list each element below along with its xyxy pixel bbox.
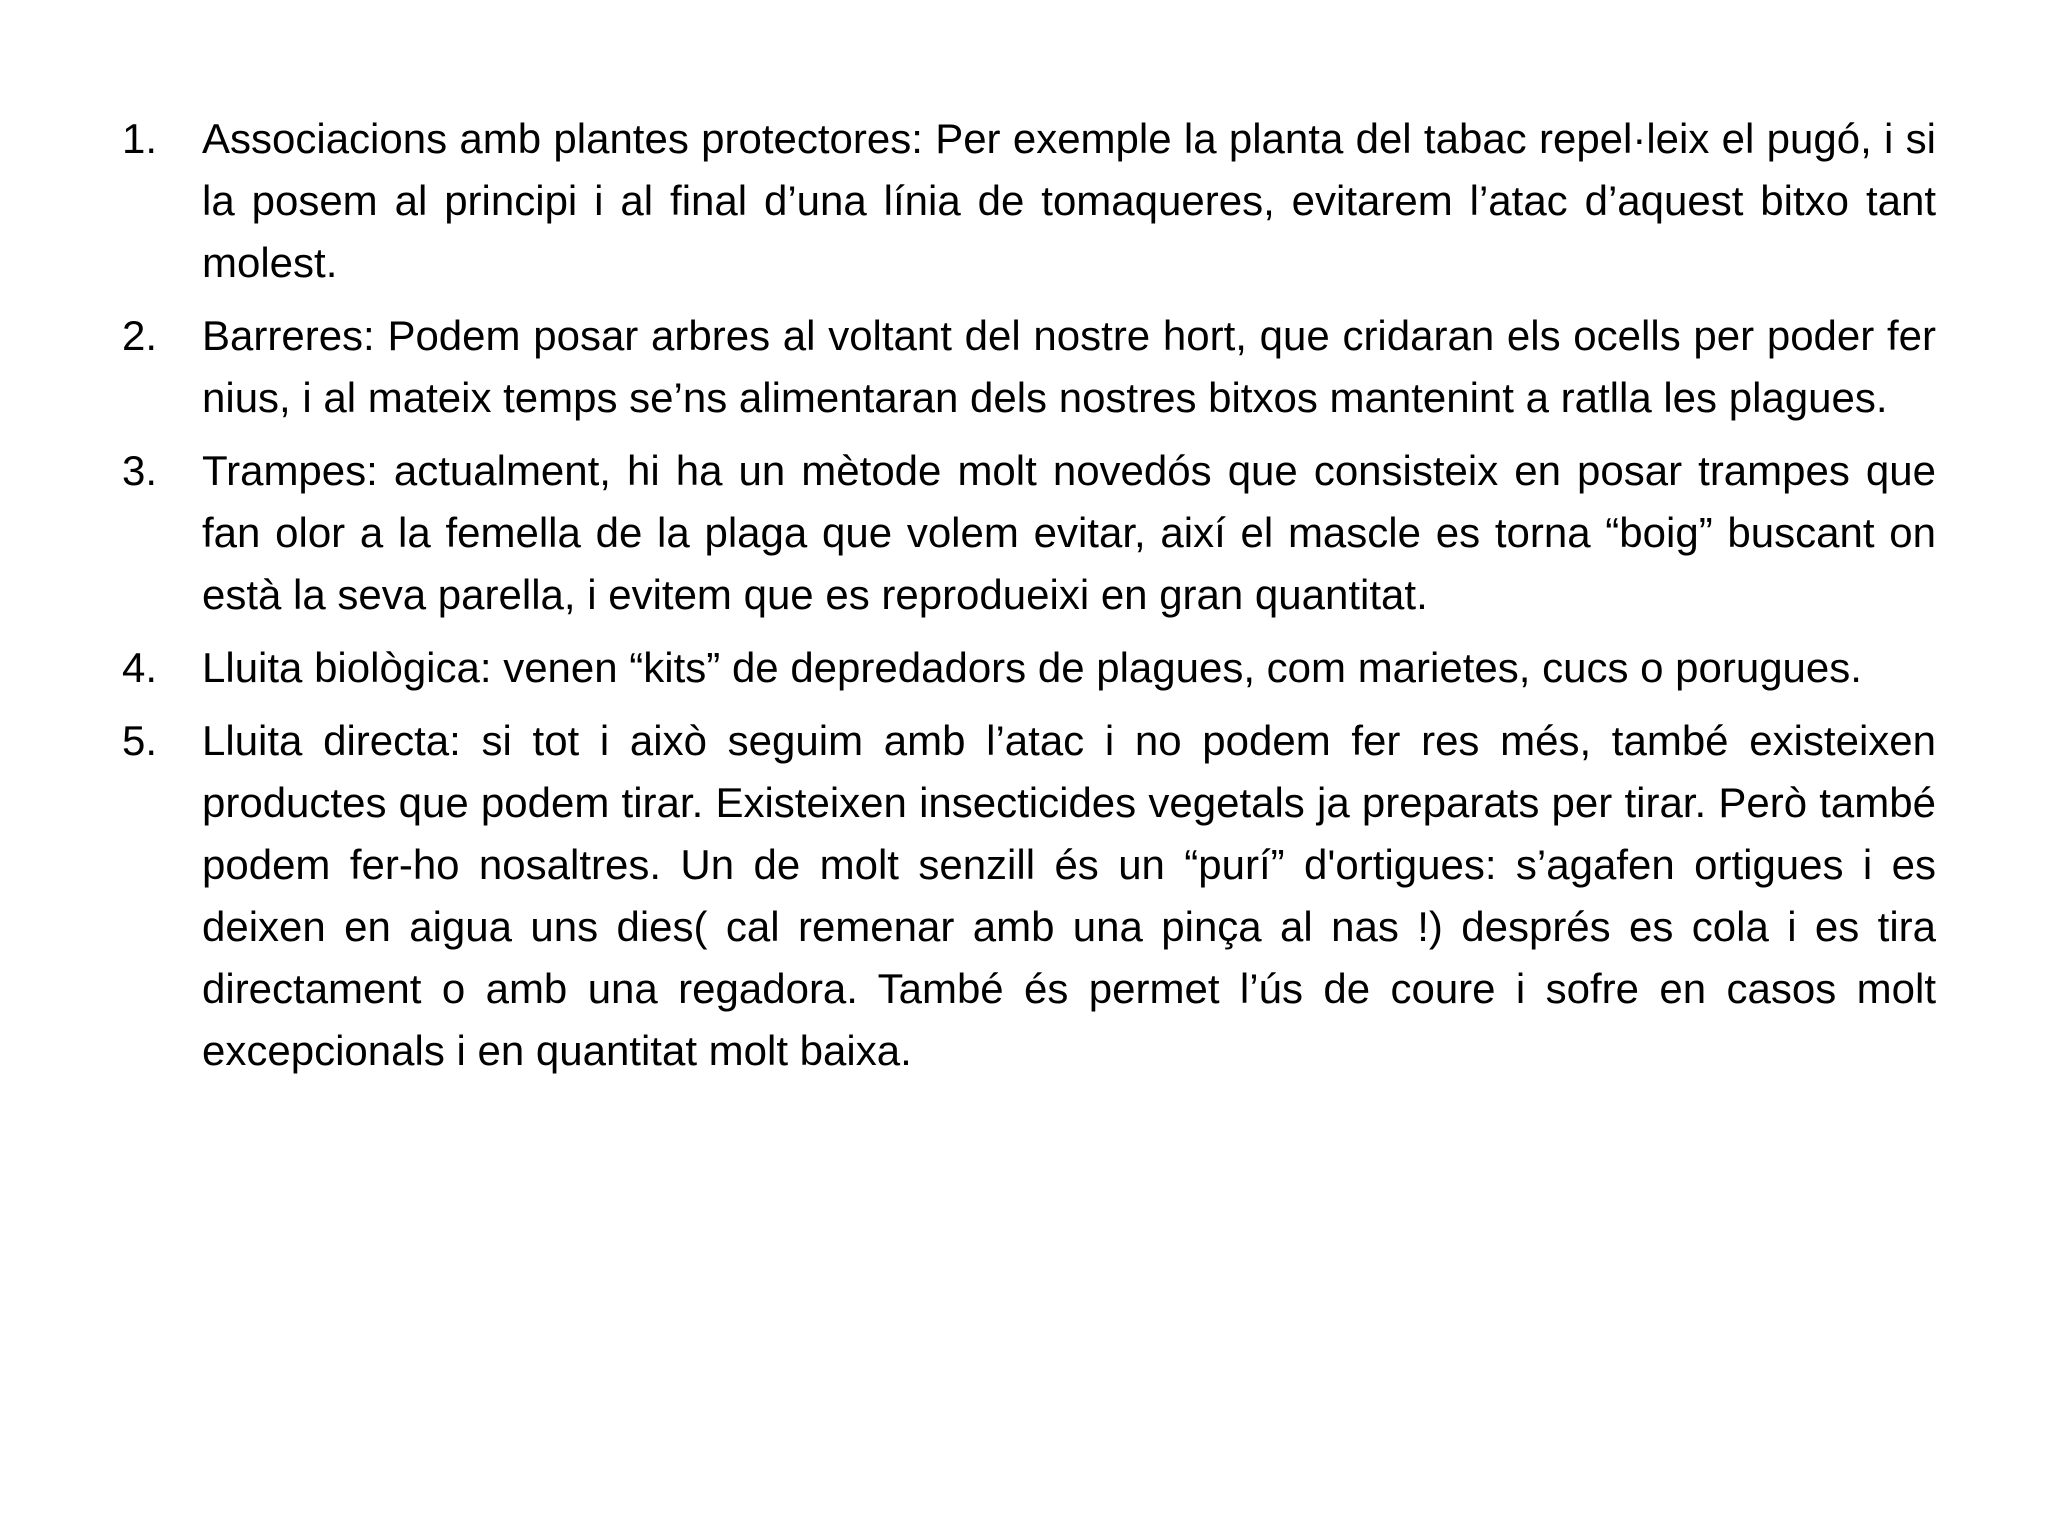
list-item-text: Lluita directa: si tot i això seguim amb l’atac i no podem fer res més, també existeixen productes que podem tirar. Existeixen insecticides vegetals ja preparats per tirar. Però també podem fer-ho nosaltres. Un de molt senzill és un “purí” d'ortigues: s’agafen ortigues i es deixen en aigua uns dies( cal remenar amb una pinça al nas !) després es cola i es tira directament o amb una regadora. També és permet l’ús de coure i sofre en casos molt excepcionals i en quantitat molt baixa.: [202, 717, 1936, 1074]
list-item: [122, 710, 1936, 1082]
list-item-number: 5.: [122, 717, 158, 764]
list-item: [122, 108, 1936, 294]
list-item: [122, 305, 1936, 429]
list-item-text: Barreres: Podem posar arbres al voltant del nostre hort, que cridaran els ocells per poder fer nius, i al mateix temps se’ns alimentaran dels nostres bitxos mantenint a ratlla les plagues.: [202, 312, 1936, 421]
list-item-number: 3.: [122, 447, 158, 494]
list-item: [122, 637, 1936, 699]
list-item-text: Trampes: actualment, hi ha un mètode molt novedós que consisteix en posar trampes que fan olor a la femella de la plaga que volem evitar, així el mascle es torna “boig” buscant on està la seva parella, i evitem que es reprodueixi en gran quantitat.: [202, 447, 1936, 618]
list-item-number: 4.: [122, 644, 158, 691]
list-item-text: Lluita biològica: venen “kits” de depredadors de plagues, com marietes, cucs o porugues.: [202, 644, 1862, 691]
numbered-list: [122, 108, 1936, 1093]
list-item: [122, 440, 1936, 626]
list-item-number: 2.: [122, 312, 158, 359]
list-item-text: Associacions amb plantes protectores: Per exemple la planta del tabac repel·leix el pugó, i si la posem al principi i al final d’una línia de tomaqueres, evitarem l’atac d’aquest bitxo tant molest.: [202, 115, 1936, 286]
list-item-number: 1.: [122, 115, 158, 162]
